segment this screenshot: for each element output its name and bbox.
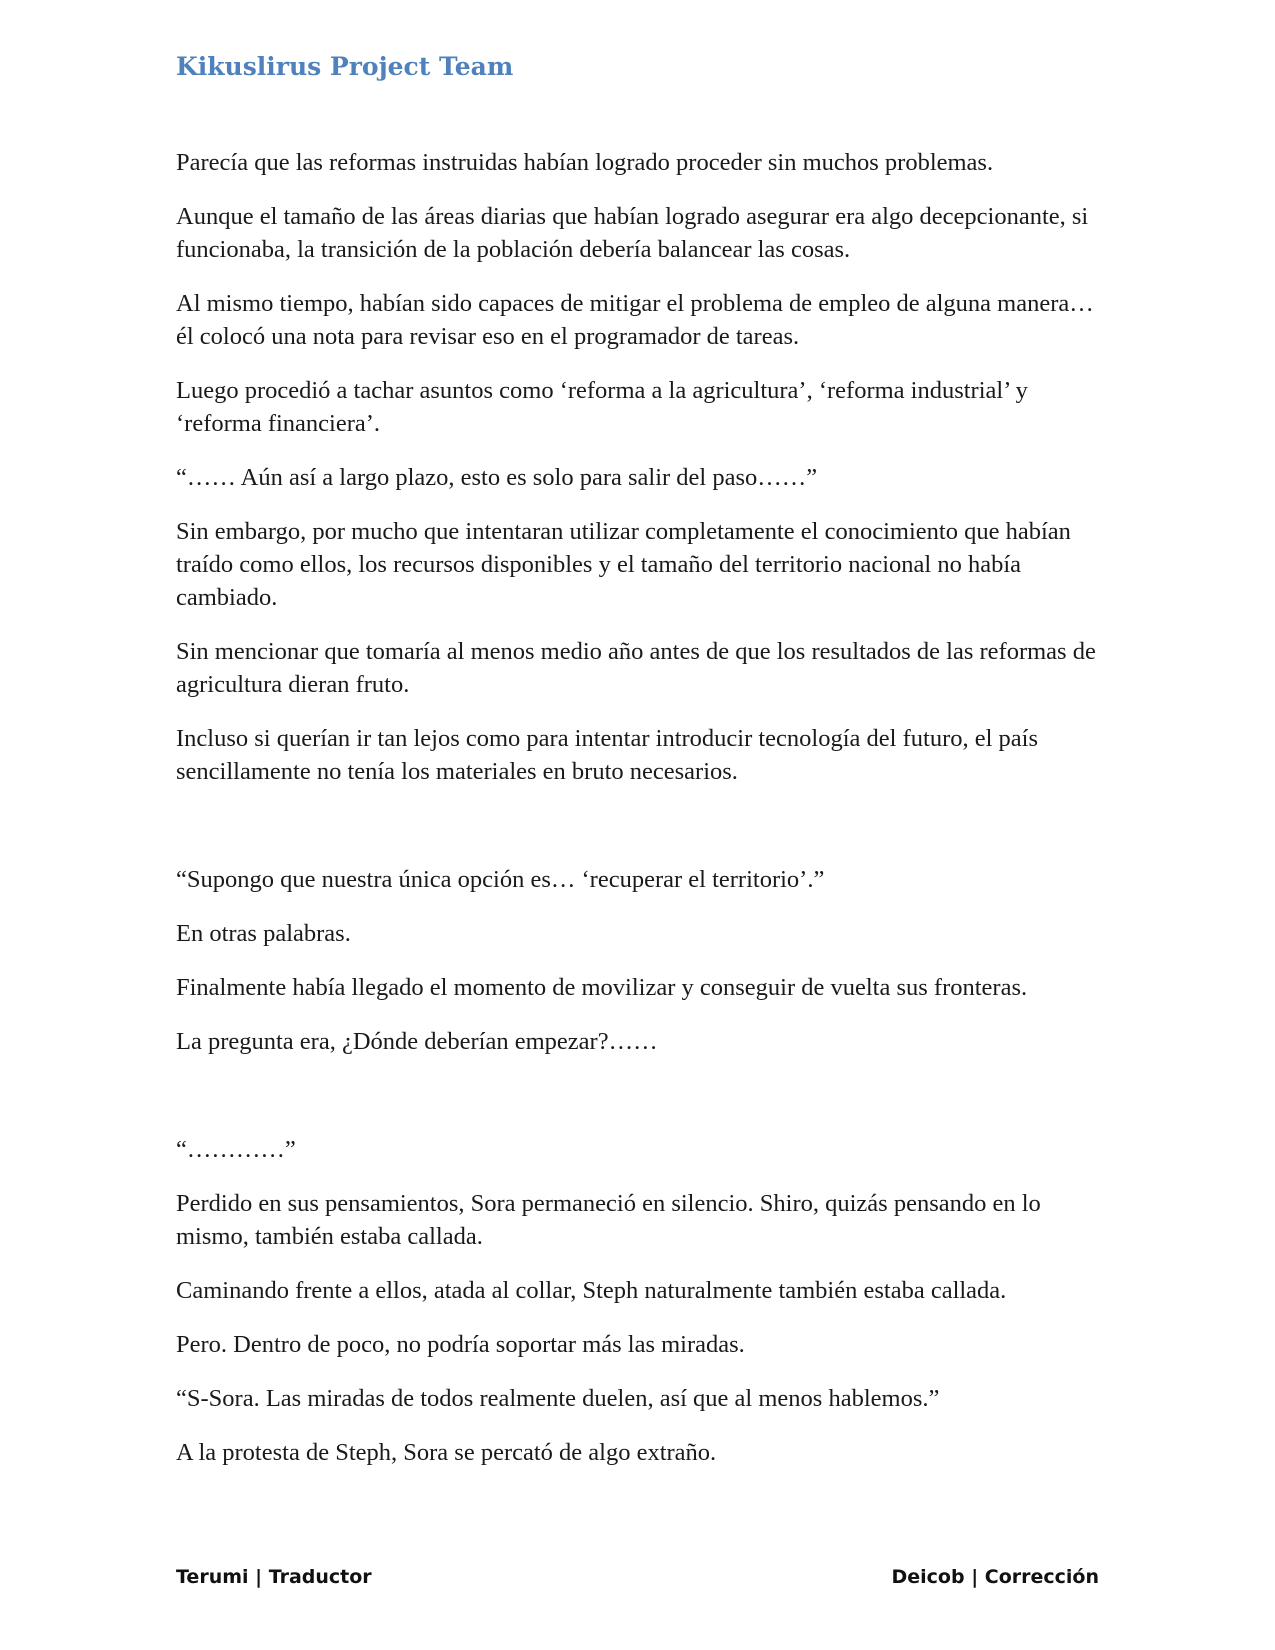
footer-translator-credit: Terumi | Traductor bbox=[176, 1566, 372, 1588]
footer-proofreader-credit: Deicob | Corrección bbox=[891, 1566, 1099, 1588]
paragraph: “S-Sora. Las miradas de todos realmente duelen, así que al menos hablemos.” bbox=[176, 1385, 940, 1412]
paragraph: Caminando frente a ellos, atada al collar, Steph naturalmente también estaba callada. bbox=[176, 1277, 1007, 1304]
paragraph: Pero. Dentro de poco, no podría soportar más las miradas. bbox=[176, 1331, 745, 1358]
paragraph: Parecía que las reformas instruidas habían logrado proceder sin muchos problemas. bbox=[176, 149, 994, 176]
paragraph: La pregunta era, ¿Dónde deberían empezar?…… bbox=[176, 1028, 658, 1055]
paragraph: Sin mencionar que tomaría al menos medio año antes de que los resultados de las reformas de agricultura dieran fruto. bbox=[176, 638, 1096, 698]
paragraph: “…… Aún así a largo plazo, esto es solo para salir del paso……” bbox=[176, 464, 818, 491]
paragraph: Finalmente había llegado el momento de movilizar y conseguir de vuelta sus fronteras. bbox=[176, 974, 1028, 1001]
document-body bbox=[176, 146, 1101, 1490]
paragraph: Incluso si querían ir tan lejos como para intentar introducir tecnología del futuro, el país sencillamente no tenía los materiales en bruto necesarios. bbox=[176, 725, 1038, 785]
paragraph: Aunque el tamaño de las áreas diarias que habían logrado asegurar era algo decepcionante, si funcionaba, la transición de la población debería balancear las cosas. bbox=[176, 203, 1089, 263]
section-break bbox=[176, 809, 1101, 863]
paragraph: Perdido en sus pensamientos, Sora permaneció en silencio. Shiro, quizás pensando en lo mismo, también estaba callada. bbox=[176, 1190, 1041, 1250]
paragraph: En otras palabras. bbox=[176, 920, 351, 947]
paragraph: “…………” bbox=[176, 1136, 296, 1163]
paragraph: Luego procedió a tachar asuntos como ‘reforma a la agricultura’, ‘reforma industrial’ y ‘reforma financiera’. bbox=[176, 377, 1028, 437]
paragraph: “Supongo que nuestra única opción es… ‘recuperar el territorio’.” bbox=[176, 866, 825, 893]
paragraph: Sin embargo, por mucho que intentaran utilizar completamente el conocimiento que habían traído como ellos, los recursos disponibles y el tamaño del territorio nacional no había cambiado. bbox=[176, 518, 1071, 611]
paragraph: Al mismo tiempo, habían sido capaces de mitigar el problema de empleo de alguna manera… él colocó una nota para revisar eso en el programador de tareas. bbox=[176, 290, 1094, 350]
header-title: Kikuslirus Project Team bbox=[176, 52, 514, 81]
paragraph: A la protesta de Steph, Sora se percató de algo extraño. bbox=[176, 1439, 717, 1466]
section-break bbox=[176, 1079, 1101, 1133]
